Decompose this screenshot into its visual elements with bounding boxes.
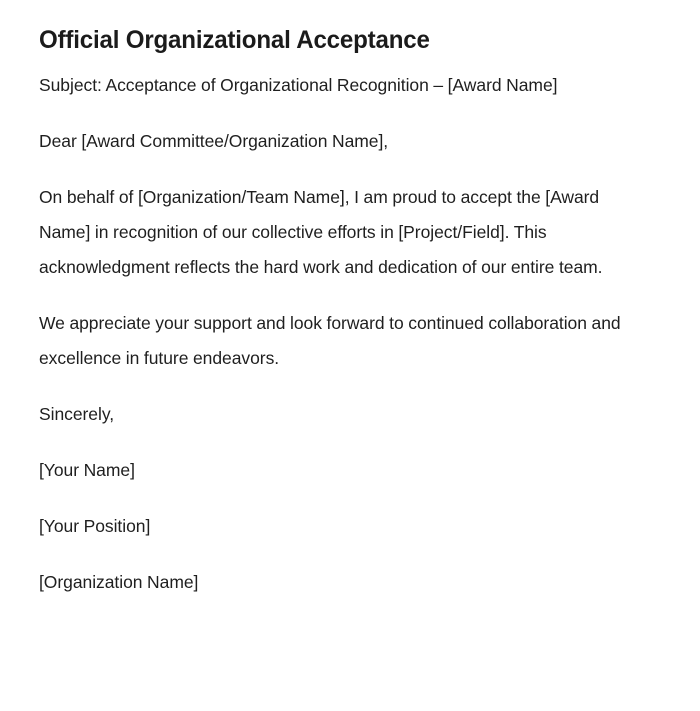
document-body: [39, 68, 631, 600]
signature-name: [Your Name]: [39, 460, 135, 480]
signature-position: [Your Position]: [39, 516, 151, 536]
paragraph-closing: Sincerely,: [39, 404, 115, 424]
paragraph-appreciation: We appreciate your support and look forward to continued collaboration and excellence in future endeavors.: [39, 313, 621, 368]
paragraph-acceptance: On behalf of [Organization/Team Name], I am proud to accept the [Award Name] in recognition of our collective efforts in [Project/Field]. This acknowledgment reflects the hard work and dedication of our entire team.: [39, 187, 603, 277]
signature-organization: [Organization Name]: [39, 572, 199, 592]
paragraph-salutation: Dear [Award Committee/Organization Name],: [39, 131, 389, 151]
page-title: Official Organizational Acceptance: [39, 26, 430, 54]
paragraph-subject: Subject: Acceptance of Organizational Recognition – [Award Name]: [39, 75, 558, 95]
